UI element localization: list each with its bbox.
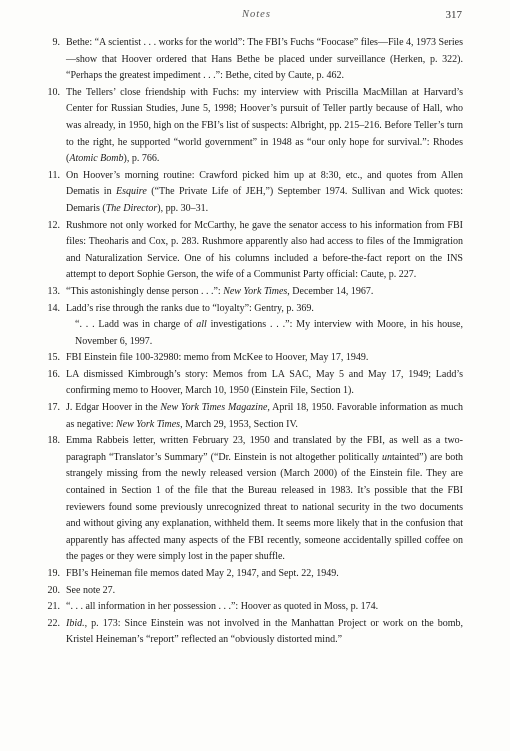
note-14 <box>43 301 463 318</box>
note-text: FBI Einstein file 100-32980: memo from McKee to Hoover, May 17, 1949. <box>66 352 369 364</box>
italic-title: Atomic Bomb <box>69 153 124 165</box>
italic-title: New York Times <box>115 418 181 430</box>
note-number: 11. <box>47 169 60 181</box>
note-text: “. . . all information in her possession . . .”: Hoover as quoted in Moss, p. 174. <box>66 601 379 613</box>
note-text: J. Edgar Hoover in the New York Times Magazine, April 18, 1950. Favorable information as much as negative: New York Times, March 29, 1953, Section IV. <box>66 402 463 430</box>
notes-list <box>43 35 463 649</box>
note-text: Ladd’s rise through the ranks due to “loyalty”: Gentry, p. 369. <box>66 302 314 314</box>
note-11 <box>43 168 463 218</box>
running-title: Notes <box>242 9 271 20</box>
italic-title: Esquire <box>116 186 147 198</box>
note-text: See note 27. <box>66 584 116 596</box>
note-22 <box>43 616 463 649</box>
page-number: 317 <box>445 9 462 21</box>
note-number: 18. <box>47 435 60 447</box>
note-10 <box>43 85 463 168</box>
note-number: 19. <box>47 568 60 579</box>
note-14-continuation <box>43 317 463 350</box>
note-text: LA dismissed Kimbrough’s story: Memos from LA SAC, May 5 and May 17, 1949; Ladd’s confirming memo to Hoover, March 10, 1950 (Einstein File, Section 1). <box>66 368 463 397</box>
note-number: 16. <box>47 368 60 380</box>
note-19 <box>43 566 463 583</box>
note-text: FBI’s Heineman file memos dated May 2, 1947, and Sept. 22, 1949. <box>66 568 339 579</box>
note-text: Rushmore not only worked for McCarthy, he gave the senator access to his information from FBI files: Theoharis and Cox, p. 283. Rushmore apparently also had access to files of the Immigration and Naturalization Service. One of his columns included a before-the-fact report on the INS attempt to deport Sophie Gerson, the wife of a Communist Party official: Caute, p. 227. <box>66 219 463 281</box>
italic-word: Ibid. <box>66 617 85 629</box>
italic-title: The Director <box>105 202 158 214</box>
note-15 <box>43 350 463 367</box>
italic-word: un <box>381 451 392 463</box>
note-number: 14. <box>47 302 60 314</box>
note-17 <box>43 400 463 433</box>
note-text: Bethe: “A scientist . . . works for the world”: The FBI’s Fuchs “Foocase” files—File 4, 1973 Series—show that Hoover ordered that Hans Bethe be placed under surveillance (Herken, p. 322). “Perhaps the greatest impediment . . .”: Bethe, cited by Caute, p. 462. <box>66 37 463 82</box>
note-text: “. . . Ladd was in charge of all investigations . . .”: My interview with Moore, in his house, November 6, 1997. <box>75 319 463 347</box>
note-number: 13. <box>47 285 60 297</box>
note-text: On Hoover’s morning routine: Crawford picked him up at 8:30, etc., and quotes from Allen Dematis in Esquire (“The Private Life of JEH,”) September 1974. Sullivan and Wick quotes: Demaris (The Director), pp. 30–31. <box>66 169 463 214</box>
note-21 <box>43 599 463 616</box>
note-text: “This astonishingly dense person . . .”: New York Times, December 14, 1967. <box>66 285 374 297</box>
note-number: 22. <box>47 617 60 629</box>
note-text: Emma Rabbeis letter, written February 23, 1950 and translated by the FBI, as well as a two-paragraph “Translator’s Summary” (“Dr. Einstein is not altogether politically untainted”) are both strangely missing from the newly released version (March 2000) of the Einstein file. They are contained in Section 1 of the file that the Bureau released in 1983. It’s possible that the FBI reviewers found some previously unrecognized threat to national security in the two documents and without giving any explanation, withheld them. It seems more likely that in the confusion that apparently has affected many aspects of the FBI recently, someone accidentally spilled coffee on the pages or they were simply lost in the paper shuffle. <box>66 435 463 563</box>
italic-word: all <box>196 319 207 331</box>
note-number: 21. <box>47 601 60 613</box>
note-number: 9. <box>52 37 60 48</box>
note-20 <box>43 583 463 600</box>
note-12 <box>43 218 463 284</box>
note-number: 10. <box>47 86 60 98</box>
note-13 <box>43 284 463 301</box>
note-9 <box>43 35 463 85</box>
note-text: The Tellers’ close friendship with Fuchs: my interview with Priscilla MacMillan at Harvard’s Center for Russian Studies, June 5, 1998; Hoover’s pursuit of Teller partly because of Hall, who was already, in 1950, high on the FBI’s list of suspects: Albright, pp. 215–216. Before Teller’s turn to the right, he supported “world government” in 1948 as “our only hope for survival.”: Rhodes (Atomic Bomb), p. 766. <box>66 86 463 165</box>
note-number: 12. <box>47 219 60 231</box>
page-header <box>60 9 460 25</box>
note-18 <box>43 433 463 566</box>
note-number: 15. <box>47 352 60 364</box>
italic-title: New York Times Magazine <box>160 402 268 414</box>
note-text: Ibid., p. 173: Since Einstein was not involved in the Manhattan Project or work on the bomb, Kristel Heineman’s “report” reflected an “obviously distorted mind.” <box>66 617 463 646</box>
note-number: 20. <box>47 584 60 596</box>
note-16 <box>43 367 463 400</box>
italic-title: New York Times <box>223 285 288 297</box>
note-number: 17. <box>47 402 60 414</box>
